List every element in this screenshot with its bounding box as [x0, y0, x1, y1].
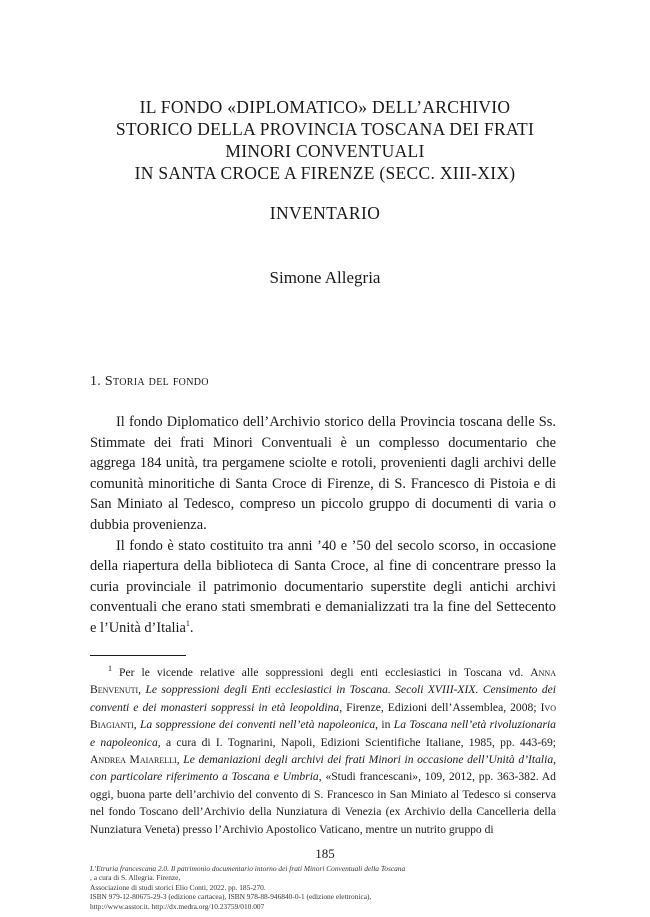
title-line: IL FONDO «DIPLOMATICO» DELL’ARCHIVIO — [139, 97, 511, 117]
footnote-text: Per le vicende relative alle soppressioni degli enti ecclesiastici in Toscana vd. — [119, 666, 531, 679]
footnote-mark: 1 — [108, 664, 112, 674]
footnote — [90, 664, 556, 838]
article-title — [0, 96, 650, 184]
colophon-text: , a cura di S. Allegria. Firenze, — [90, 873, 181, 883]
paragraph — [90, 536, 556, 639]
colophon-line: Associazione di studi storici Elio Conti, 2022. pp. 185-270. — [90, 882, 266, 892]
footnote-text: , Firenze, Edizioni dell’Assemblea, 2008; — [339, 700, 541, 714]
footnote-text: , — [133, 718, 140, 732]
paragraph-text: Il fondo Diplomatico dell’Archivio storico della Provincia toscana delle Ss. Stimmate dei frati Minori Conventuali è un complesso documentario che aggrega 184 unità, tra pergamene sciolte e rotoli, provenienti dagli archivi delle comunità minoritiche di Santa Croce di Firenze, di S. Francesco di Pistoia e di San Miniato al Tedesco, compreso un piccolo gruppo di documenti di varia o dubbia provenienza. — [90, 414, 556, 533]
footnote-separator — [90, 655, 186, 656]
footnote-author: Anna Benvenuti — [90, 666, 556, 697]
title-line: STORICO DELLA PROVINCIA TOSCANA DEI FRATI — [115, 119, 535, 139]
footnote-work-title: Le soppressioni degli Enti ecclesiastici in Toscana. Secoli XVIII-XIX. Censimento dei conventi e dei monasteri soppressi in età leopoldina — [90, 683, 557, 714]
footnote-text: , — [176, 753, 184, 767]
author-name: Simone Allegria — [269, 268, 381, 287]
section-number: 1. — [90, 374, 102, 389]
footnote-reference[interactable]: 1 — [185, 619, 190, 629]
footnote-author: Andrea Maiarelli — [90, 753, 177, 767]
page-number: 185 — [315, 846, 335, 861]
article-subtitle: INVENTARIO — [269, 203, 381, 223]
footnote-work-title: La Toscana nell’età rivoluzionaria e napoleonica — [90, 718, 556, 749]
body-text — [90, 412, 556, 639]
section-title: Storia del fondo — [104, 374, 209, 389]
colophon-journal: L’Etruria francescana 2.0. Il patrimonio documentario intorno dei frati Minori Conventuali della Toscana — [90, 864, 406, 873]
title-line: IN SANTA CROCE A FIRENZE (SECC. XIII-XIX) — [134, 163, 516, 183]
footnote-text: , a cura di I. Tognarini, Napoli, Edizioni Scientifiche Italiane, 1985, pp. 443-69; — [157, 735, 556, 749]
paragraph — [90, 412, 556, 536]
colophon — [90, 864, 560, 911]
footnote-work-title: La soppressione dei conventi nell’età napoleonica — [139, 718, 376, 732]
footnote-text: , — [138, 683, 146, 697]
footnote-author: Ivo Biagianti — [90, 700, 556, 732]
colophon-line: ISBN 979-12-80675-29-3 (edizione cartacea), ISBN 978-88-946840-0-1 (edizione elettronica), — [90, 892, 372, 902]
footnote-text: , «Studi francescani», 109, 2012, pp. 363-382. Ad oggi, buona parte dell’archivio del convento di S. Francesco in San Miniato al Tedesco si conserva nel fondo Toscano dell’Archivio della Nunziatura di Venezia (ex Archivio della Cancelleria della Nunziatura Veneta) presso l’Archivio Apostolico Vaticano, mentre un nutrito gruppo di — [90, 770, 556, 836]
colophon-urls[interactable]: http://www.asstor.it. http://dx.medra.org/10.23759/010.007 — [90, 901, 265, 911]
colophon-line — [90, 864, 560, 883]
paragraph-end: . — [189, 619, 194, 636]
paragraph-text: Il fondo è stato costituito tra anni ’40 e ’50 del secolo scorso, in occasione della riapertura della biblioteca di Santa Croce, al fine di concentrare presso la curia provinciale il patrimonio documentario superstite degli antichi archivi conventuali che erano stati smembrati e demanializzati tra la fine del Settecento e l’Unità d’Italia — [90, 537, 556, 636]
section-heading — [90, 374, 209, 390]
footnote-work-title: Le demaniazioni degli archivi dei frati Minori in occasione dell’Unità d’Italia, con particolare riferimento a Toscana e Umbria — [90, 753, 557, 784]
title-line: MINORI CONVENTUALI — [225, 141, 425, 161]
footnote-text: , in — [375, 718, 394, 732]
